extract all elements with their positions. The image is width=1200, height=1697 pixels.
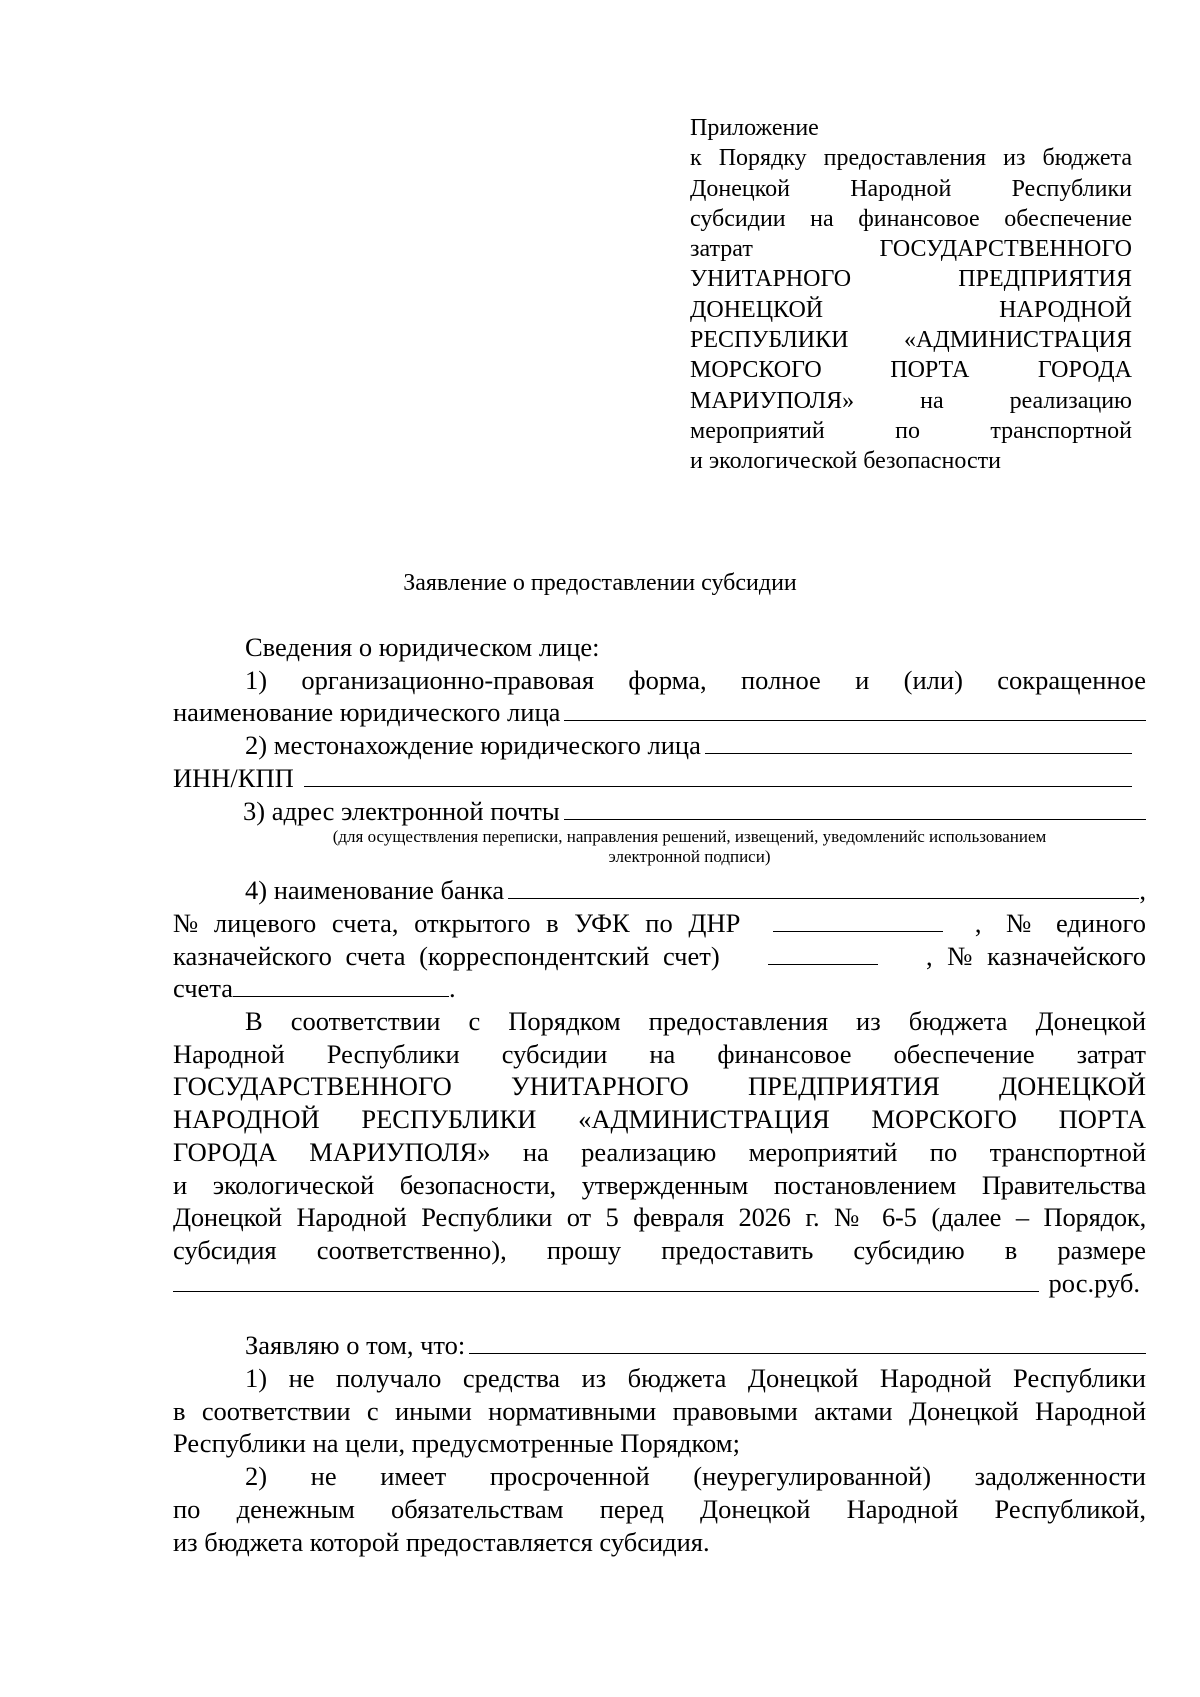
declaration-line: из бюджета которой предоставляется субсидия. [173,1526,710,1557]
appendix-line: МОРСКОГО ПОРТА ГОРОДА [690,357,1132,384]
item4-comma: , [1139,875,1146,906]
inn-kpp-field[interactable] [304,764,1132,787]
document-title: Заявление о предоставлении субсидии [403,570,797,596]
document-body [173,631,1146,1558]
item3-label: 3) адрес электронной почты [243,795,560,826]
item1-line1: 1) организационно-правовая форма, полное и (или) сокращенное [245,664,1146,695]
personal-account-field[interactable] [773,909,943,932]
request-line: ГОСУДАРСТВЕННОГО УНИТАРНОГО ПРЕДПРИЯТИЯ ДОНЕЦКОЙ [173,1071,1146,1102]
declaration-field[interactable] [469,1331,1146,1354]
request-line: и экологической безопасности, утвержденным постановлением Правительства [173,1169,1146,1200]
account-row [173,907,1146,940]
declaration-intro: Заявляю о том, что: [245,1330,466,1361]
appendix-header [690,113,1132,477]
treasury-account-field[interactable] [233,974,449,997]
treasury-row [173,940,1146,973]
email-note-line1: (для осуществления переписки, направления решений, извещений, уведомленийс использованием [332,827,1047,847]
appendix-line: УНИТАРНОГО ПРЕДПРИЯТИЯ [690,266,1132,293]
account-c-label: счета [173,973,233,1004]
account-c-period: . [449,973,456,1004]
declaration-line: 1) не получало средства из бюджета Донецкой Народной Республики [245,1363,1146,1394]
inn-label: ИНН/КПП [173,762,294,793]
item4-label: 4) наименование банка [245,875,505,906]
request-line: Донецкой Народной Республики от 5 февраля 2026 г. № 6-5 (далее – Порядок, [173,1202,1146,1233]
item3-row [173,795,1146,828]
item1-label: наименование юридического лица [173,697,561,728]
email-field[interactable] [564,797,1146,820]
subsidy-amount-field[interactable] [173,1269,1039,1292]
appendix-line: МАРИУПОЛЯ» на реализацию [690,387,1132,414]
request-line: ГОРОДА МАРИУПОЛЯ» на реализацию мероприятий по транспортной [173,1136,1146,1167]
treasury-label: казначейского счета (корреспондентский счет) [173,940,720,971]
correspondent-account-field[interactable] [768,942,878,965]
appendix-line: РЕСПУБЛИКИ «АДМИНИСТРАЦИЯ [690,327,1132,354]
email-note-line2: электронной подписи) [608,847,771,867]
request-line: НАРОДНОЙ РЕСПУБЛИКИ «АДМИНИСТРАЦИЯ МОРСКОГО ПОРТА [173,1104,1146,1135]
legal-entity-intro: Сведения о юридическом лице: [245,632,600,662]
appendix-line: ДОНЕЦКОЙ НАРОДНОЙ [690,296,1132,323]
location-field[interactable] [705,731,1132,754]
appendix-line: Донецкой Народной Республики [690,175,1132,202]
inn-row [173,762,1146,795]
account-label: № лицевого счета, открытого в УФК по ДНР [173,907,741,938]
bank-name-field[interactable] [508,876,1139,899]
item2-row [173,729,1146,762]
unified-account-label: , № единого [974,907,1146,938]
appendix-line: затрат ГОСУДАРСТВЕННОГО [690,236,1132,263]
appendix-line: субсидии на финансовое обеспечение [690,205,1132,232]
account-c-row [173,972,1146,1005]
request-line: субсидия соответственно), прошу предоставить субсидию в размере [173,1234,1146,1265]
item2-label: 2) местонахождение юридического лица [245,730,701,761]
request-line: В соответствии с Порядком предоставления из бюджета Донецкой [245,1006,1146,1037]
request-line: Народной Республики субсидии на финансовое обеспечение затрат [173,1038,1146,1069]
amount-row [173,1267,1146,1300]
treasury-account-label: , № казначейского [925,940,1146,971]
item4-row [173,874,1146,907]
appendix-line: и экологической безопасности [690,448,1001,475]
appendix-line: к Порядку предоставления из бюджета [690,145,1132,172]
item1-line2 [173,696,1146,729]
declaration-line: 2) не имеет просроченной (неурегулированной) задолженности [245,1461,1146,1492]
appendix-line: мероприятий по транспортной [690,417,1132,444]
declaration-line: Республики на цели, предусмотренные Порядком; [173,1428,740,1459]
declaration-line: в соответствии с иными нормативными правовыми актами Донецкой Народной [173,1395,1146,1426]
entity-name-field[interactable] [564,698,1146,721]
appendix-line: Приложение [690,115,819,141]
declaration-line: по денежным обязательствам перед Донецкой Народной Республикой, [173,1493,1146,1524]
declaration-intro-row [173,1329,1146,1362]
currency-label: рос.руб. [1048,1267,1140,1298]
